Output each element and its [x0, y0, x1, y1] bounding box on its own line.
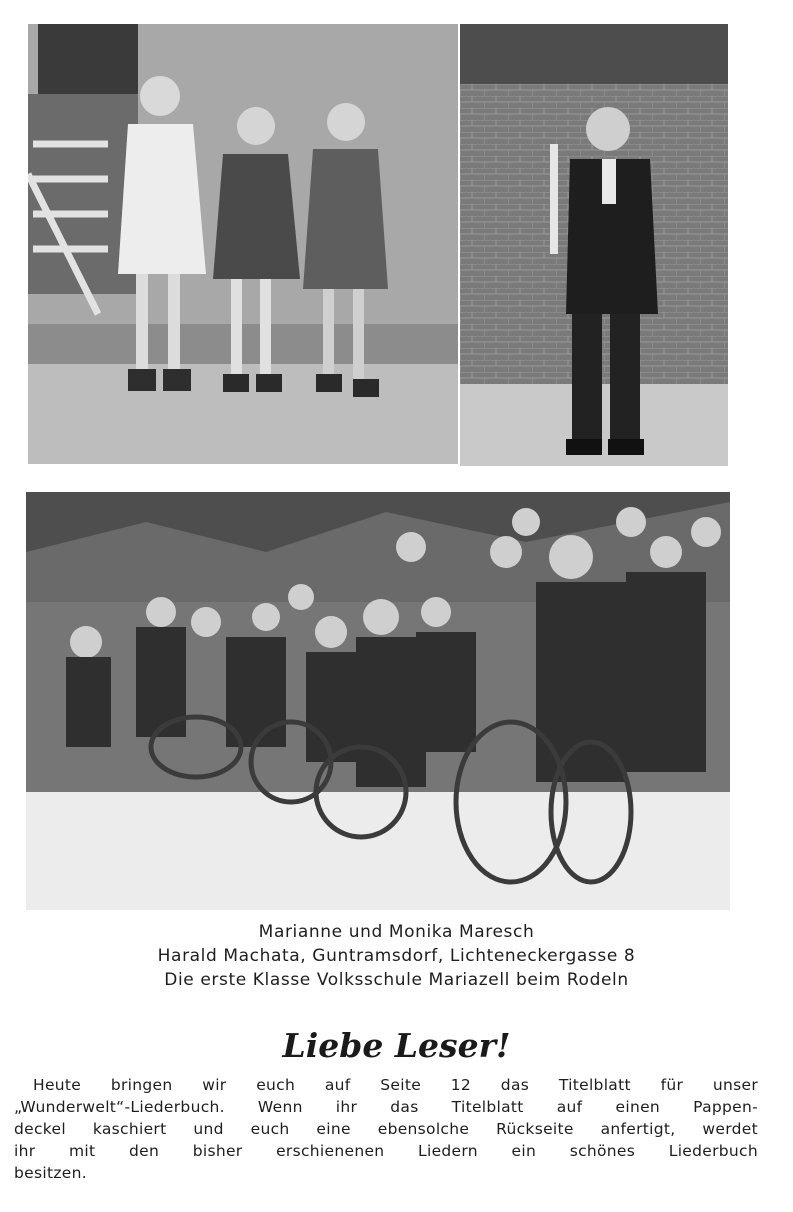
article-line: Heute bringen wir euch auf Seite 12 das Titelblatt für unser	[33, 1076, 758, 1094]
article-line: besitzen.	[14, 1164, 87, 1182]
article-line: „Wunderwelt“-Liederbuch. Wenn ihr das Titelblatt auf einen Pappen-	[14, 1098, 758, 1116]
caption-marianne-monika: Marianne und Monika Maresch	[258, 922, 535, 942]
photo-class-sledding	[26, 492, 730, 910]
article-heading: Liebe Leser!	[282, 1026, 511, 1065]
article-line: ihr mit den bisher erschienenen Liedern ein schönes Liederbuch	[14, 1142, 758, 1160]
caption-harald-machata: Harald Machata, Guntramsdorf, Lichteneckergasse 8	[157, 946, 636, 966]
photo-captions	[0, 920, 793, 992]
photo-girls-in-front-of-house	[28, 24, 458, 464]
article-body	[14, 1074, 758, 1184]
article-line: deckel kaschiert und euch eine ebensolche Rückseite anfertigt, werdet	[14, 1120, 758, 1138]
caption-volksschule-mariazell: Die erste Klasse Volksschule Mariazell beim Rodeln	[164, 970, 629, 990]
photo-boy-in-suit	[460, 24, 728, 466]
